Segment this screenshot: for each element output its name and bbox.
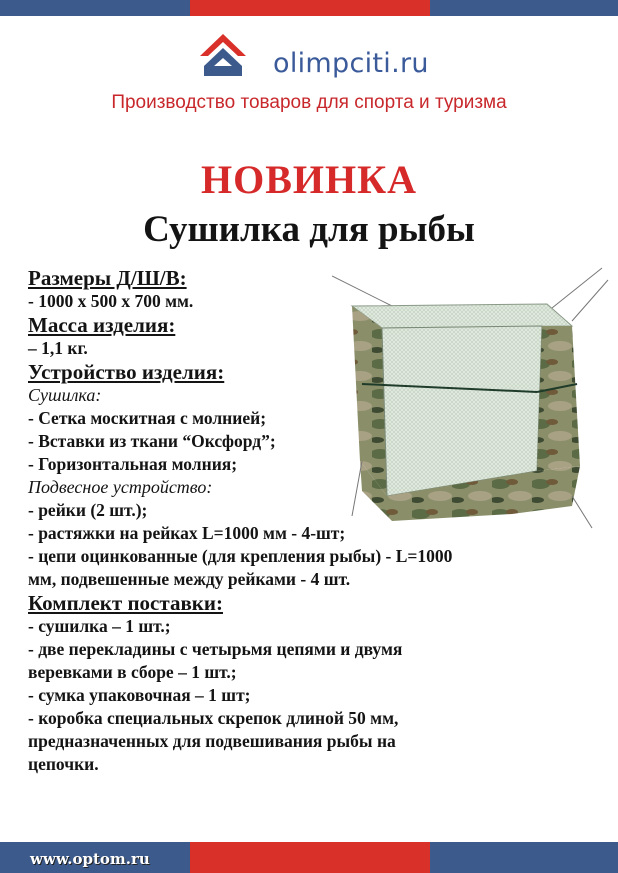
spec-line: предназначенных для подвешивания рыбы на xyxy=(28,731,396,751)
spec-line: - Горизонтальная молния; xyxy=(28,454,238,474)
spec-line: веревками в сборе – 1 шт.; xyxy=(28,662,237,682)
footer-url: www.optom.ru xyxy=(30,850,150,868)
section-subheading: Сушилка: xyxy=(28,385,102,405)
tagline: Производство товаров для спорта и туризма xyxy=(111,92,507,113)
spec-line: - цепи оцинкованные (для крепления рыбы) - L=1000 xyxy=(28,546,453,566)
top-color-bar xyxy=(0,0,618,16)
spec-line: - Вставки из ткани “Оксфорд”; xyxy=(28,431,276,451)
product-title: Сушилка для рыбы xyxy=(143,209,475,250)
new-badge-title: НОВИНКА xyxy=(200,157,418,202)
spec-line: - рейки (2 шт.); xyxy=(28,500,148,520)
spec-line: цепочки. xyxy=(28,754,99,774)
spec-line: - коробка специальных скрепок длиной 50 мм, xyxy=(28,708,399,728)
spec-line: - растяжки на рейках L=1000 мм - 4-шт; xyxy=(28,523,346,543)
logo-text: olimpciti.ru xyxy=(273,48,429,79)
bottom-bar-red xyxy=(190,842,430,873)
spec-line: - Сетка москитная с молнией; xyxy=(28,408,267,428)
spec-line: – 1,1 кг. xyxy=(28,338,88,358)
top-bar-blue-right xyxy=(430,0,618,16)
spec-line: мм, подвешенные между рейками - 4 шт. xyxy=(28,569,351,589)
section-heading: Устройство изделия: xyxy=(28,360,225,384)
fish-dryer-photo xyxy=(332,266,612,531)
top-bar-red xyxy=(190,0,430,16)
section-subheading: Подвесное устройство: xyxy=(28,477,213,497)
bottom-bar-blue-right xyxy=(430,842,618,873)
spec-line: - сушилка – 1 шт.; xyxy=(28,616,171,636)
spec-line: - сумка упаковочная – 1 шт; xyxy=(28,685,251,705)
section-heading: Масса изделия: xyxy=(28,313,176,337)
spec-line: - две перекладины с четырьмя цепями и двумя xyxy=(28,639,403,659)
top-bar-blue-left xyxy=(0,0,190,16)
section-heading: Комплект поставки: xyxy=(28,591,223,615)
olimpciti-logo-icon xyxy=(198,32,248,80)
section-heading: Размеры Д/Ш/В: xyxy=(28,266,187,290)
spec-line: - 1000 х 500 х 700 мм. xyxy=(28,291,194,311)
